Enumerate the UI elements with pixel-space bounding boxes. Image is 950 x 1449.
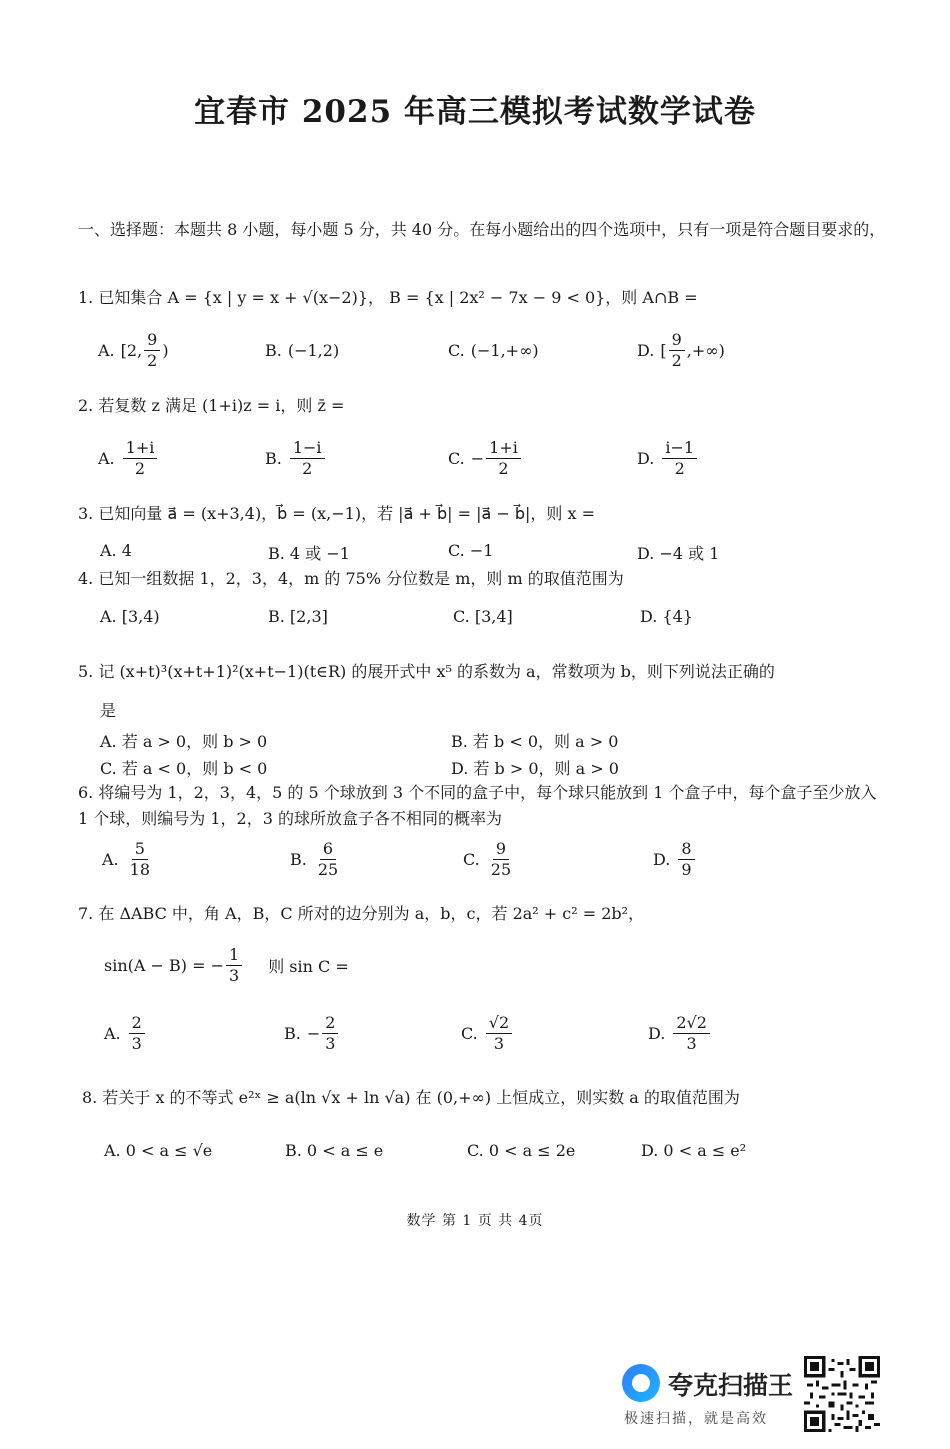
option-c: C. (−1,+∞) — [448, 340, 539, 360]
option-a: A. $\frac{5}{18}$ — [102, 834, 155, 884]
question-1-stem: 1. 已知集合 A = {x | y = x + √(x−2)}， B = {x | 2x² − 7x − 9 < 0}，则 A∩B = — [78, 288, 698, 307]
option-d: D. $\frac{2√2}{3}$ — [648, 1008, 712, 1058]
question-1-options — [0, 325, 950, 375]
option-b: B. (−1,2) — [265, 340, 340, 360]
fraction: $\frac{9}{25}$ — [490, 838, 512, 879]
fraction: $\frac{1}{3}$ — [226, 945, 242, 986]
question-7-condition — [0, 940, 950, 990]
page-title: 宜春市 2025 年高三模拟考试数学试卷 — [194, 94, 756, 130]
option-b: B. $\frac{6}{25}$ — [290, 834, 343, 884]
fraction: $\frac{1+i}{2}$ — [486, 438, 521, 479]
question-4-stem: 4. 已知一组数据 1，2，3，4，m 的 75% 分位数是 m，则 m 的取值范围为 — [78, 569, 624, 588]
page-footer: 数学 第 1 页 共 4页 — [406, 1213, 544, 1229]
qr-code-icon — [804, 1356, 880, 1432]
option-a: A. [3,4) — [100, 607, 160, 626]
option-b: B. 4 或 −1 — [268, 544, 350, 563]
scanner-watermark — [622, 1362, 802, 1432]
question-6-options — [0, 834, 950, 884]
option-d: D. $\frac{8}{9}$ — [653, 834, 697, 884]
question-5-stem-cont: 是 — [100, 701, 117, 720]
option-c: C. − $\frac{1+i}{2}$ — [448, 433, 523, 483]
option-a: A. 4 — [100, 541, 132, 560]
fraction: $\frac{5}{18}$ — [129, 838, 150, 879]
option-a: A. [2, $\frac{9}{2}$ ) — [98, 329, 169, 370]
fraction: $\frac{√2}{3}$ — [486, 1013, 512, 1054]
option-b: B. $\frac{1-i}{2}$ — [265, 433, 327, 483]
option-c: C. 若 a < 0，则 b < 0 — [100, 759, 268, 778]
section-heading: 一、选择题：本题共 8 小题，每小题 5 分，共 40 分。在每小题给出的四个选项中，只有一项是符合题目要求的， — [78, 220, 886, 239]
fraction: $\frac{6}{25}$ — [317, 838, 339, 879]
question-5-stem: 5. 记 (x+t)³(x+t+1)²(x+t−1)(t∈R) 的展开式中 x⁵ 的系数为 a，常数项为 b，则下列说法正确的 — [78, 662, 775, 681]
option-c: C. $\frac{9}{25}$ — [463, 834, 516, 884]
option-c: C. $\frac{√2}{3}$ — [461, 1008, 514, 1058]
option-b: B. − $\frac{2}{3}$ — [284, 1008, 340, 1058]
quark-logo-icon — [622, 1364, 660, 1402]
option-b: B. 若 b < 0，则 a > 0 — [451, 732, 619, 751]
fraction: $\frac{2√2}{3}$ — [673, 1013, 710, 1054]
option-d: D. [ $\frac{9}{2}$ ,+∞) — [637, 329, 725, 370]
option-a: A. $\frac{1+i}{2}$ — [98, 433, 159, 483]
option-a: A. $\frac{2}{3}$ — [104, 1008, 147, 1058]
option-c: C. [3,4] — [453, 607, 513, 626]
fraction: $\frac{1-i}{2}$ — [290, 438, 325, 479]
option-a: A. 若 a > 0，则 b > 0 — [100, 732, 268, 751]
option-c: C. −1 — [448, 541, 494, 560]
question-8-stem: 8. 若关于 x 的不等式 e²ˣ ≥ a(ln √x + ln √a) 在 (0,+∞) 上恒成立，则实数 a 的取值范围为 — [82, 1088, 740, 1107]
fraction: $\frac{i-1}{2}$ — [662, 438, 697, 479]
fraction: $\frac{9}{2}$ — [144, 330, 160, 371]
fraction: $\frac{2}{3}$ — [322, 1013, 338, 1054]
question-7-options — [0, 1008, 950, 1058]
option-b: B. [2,3] — [268, 607, 328, 626]
fraction: $\frac{2}{3}$ — [129, 1013, 145, 1054]
option-d: D. 0 < a ≤ e² — [641, 1141, 747, 1160]
brand-name: 夸克扫描王 — [668, 1371, 794, 1400]
fraction: $\frac{8}{9}$ — [678, 839, 694, 880]
option-d: D. $\frac{i-1}{2}$ — [637, 433, 699, 483]
option-d: D. −4 或 1 — [637, 544, 720, 563]
question-7-stem: 7. 在 ΔABC 中，角 A，B，C 所对的边分别为 a，b，c，若 2a² + c² = 2b²， — [78, 904, 645, 923]
option-d: D. {4} — [640, 607, 693, 626]
option-c: C. 0 < a ≤ 2e — [467, 1141, 576, 1160]
option-d: D. 若 b > 0，则 a > 0 — [451, 759, 619, 778]
question-6-stem: 6. 将编号为 1，2，3，4，5 的 5 个球放到 3 个不同的盒子中，每个球只能放到 1 个盒子中，每个盒子至少放入 1 个球，则编号为 1，2，3 的球所放盒子各不相同的概率为 — [78, 783, 877, 828]
condition-line: sin(A − B) = − $\frac{1}{3}$ 则 sin C = — [104, 944, 349, 985]
fraction: $\frac{1+i}{2}$ — [123, 438, 158, 479]
question-2-stem: 2. 若复数 z 满足 (1+i)z = i，则 z̄ = — [78, 396, 345, 415]
question-3-stem: 3. 已知向量 a⃗ = (x+3,4)，b⃗ = (x,−1)，若 |a⃗ + b⃗| = |a⃗ − b⃗|，则 x = — [78, 504, 596, 523]
option-b: B. 0 < a ≤ e — [285, 1141, 384, 1160]
question-2-options — [0, 433, 950, 483]
brand-slogan: 极速扫描，就是高效 — [624, 1411, 768, 1427]
option-a: A. 0 < a ≤ √e — [104, 1141, 213, 1160]
fraction: $\frac{9}{2}$ — [669, 330, 685, 371]
